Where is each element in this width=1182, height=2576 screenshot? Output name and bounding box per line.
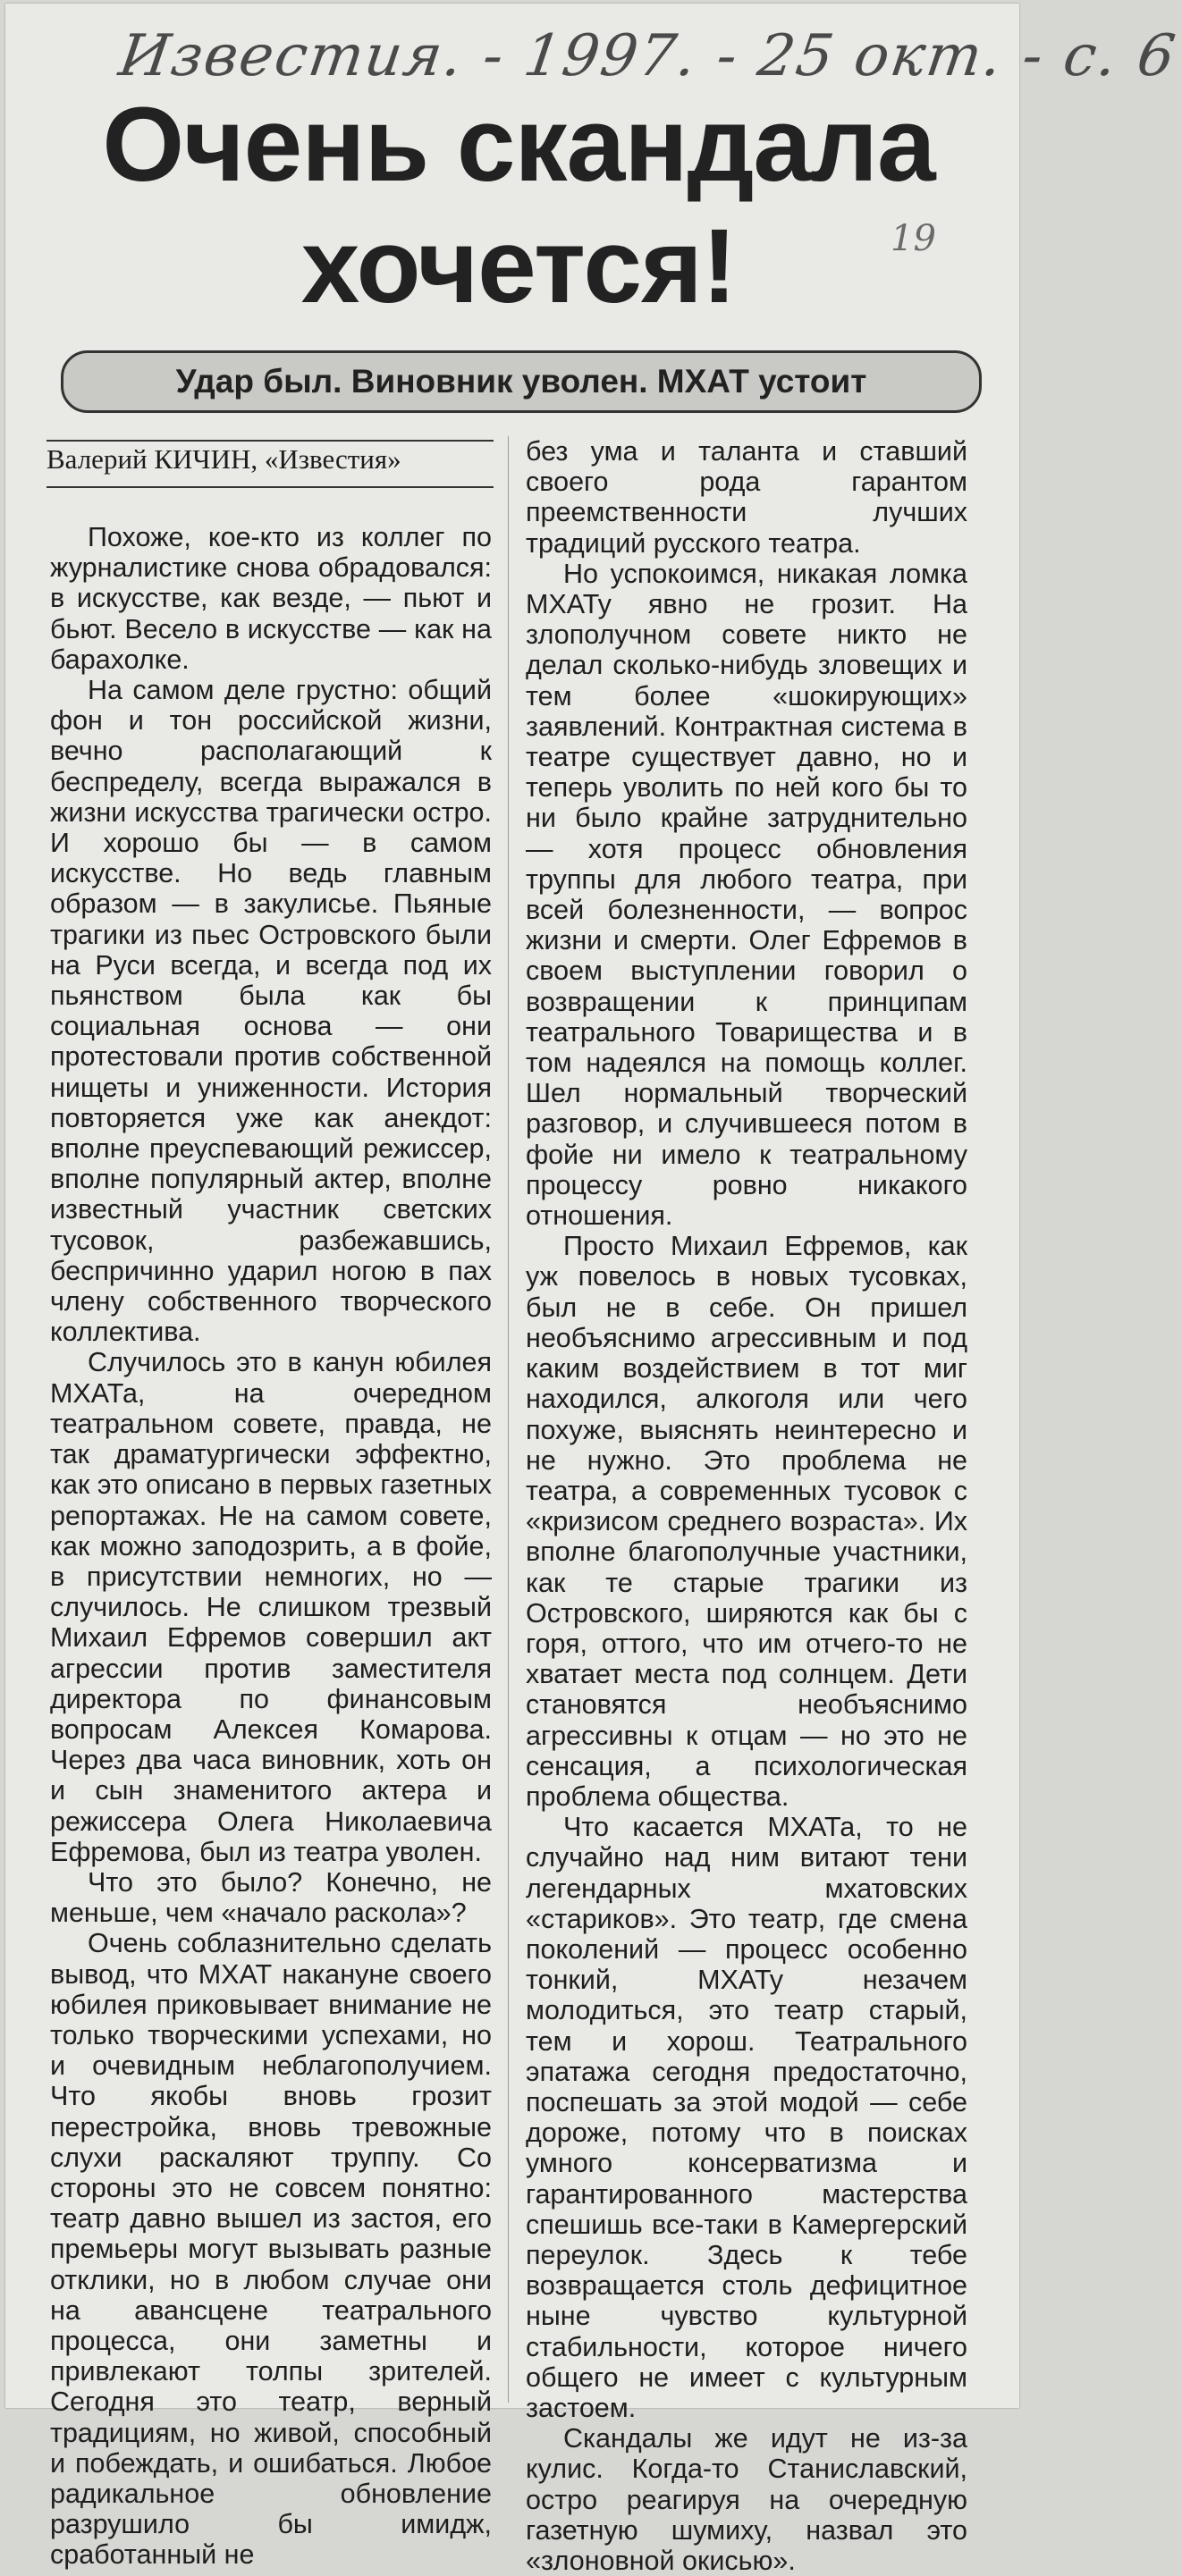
- article-headline: [23, 84, 1014, 327]
- column-divider: [508, 436, 509, 2403]
- newspaper-clipping: [5, 4, 1181, 2576]
- paragraph: Просто Михаил Ефремов, как уж повелось в новых тусовках, был не в себе. Он пришел необъяснимо агрессивным и под каким воздействием в тот миг находился, алкоголя или чего похуже, выяснять неинтересно и не нужно. Это проблема не театра, а современных тусовок с «кризисом среднего возраста». Их вполне благополучные участники, как те старые трагики из Островского, ширяются как бы с горя, оттого, что им отчего-то не хватает места под солнцем. Дети становятся необъяснимо агрессивны к отцам — но это не сенсация, а психологическая проблема общества.: [526, 1231, 967, 1812]
- handwritten-page-number: 19: [891, 218, 936, 259]
- handwritten-source-note: Известия. - 1997. - 25 окт. - с. 6: [114, 23, 1181, 89]
- byline-rule-bottom: [46, 486, 494, 488]
- paragraph: Скандалы же идут не из-за кулис. Когда-то Станиславский, остро реагируя на очередную газетную шумиху, назвал это «злоновной окисью».: [526, 2423, 967, 2576]
- paragraph: На самом деле грустно: общий фон и тон российской жизни, вечно располагающий к беспределу, всегда выражался в жизни искусства трагически остро. И хорошо бы — в самом искусстве. Но ведь главным образом — в закулисье. Пьяные трагики из пьес Островского были на Руси всегда, и всегда под их пьянством была как бы социальная основа — они протестовали против собственной нищеты и униженности. История повторяется уже как анекдот: вполне преуспевающий режиссер, вполне популярный актер, вполне известный участник светских тусовок, разбежавшись, беспричинно ударил ногою в пах члену собственного творческого коллектива.: [50, 675, 492, 1348]
- headline-line-1: Очень скандала: [102, 86, 935, 204]
- paragraph: Очень соблазнительно сделать вывод, что МХАТ накануне своего юбилея приковывает внимание не только творческими успехами, но и очевидным неблагополучием. Что якобы вновь грозит перестройка, вновь тревожные слухи раскаляют труппу. Со стороны это не совсем понятно: театр давно вышел из застоя, его премьеры могут вызывать разные отклики, но в любом случае они на авансцене театрального процесса, они заметны и привлекают толпы зрителей. Сегодня это театр, верный традициям, но живой, способный и побеждать, и ошибаться. Любое радикальное обновление разрушило бы имидж, сработанный не: [50, 1928, 492, 2571]
- paragraph: без ума и таланта и ставший своего рода гарантом преемственности лучших традиций русского театра.: [526, 436, 967, 559]
- paragraph: Похоже, кое-кто из коллег по журналистике снова обрадовался: в искусстве, как везде, — пьют и бьют. Весело в искусстве — как на барахолке.: [50, 522, 492, 675]
- paragraph: Что касается МХАТа, то не случайно над ним витают тени легендарных мхатовских «стариков». Это театр, где смена поколений — процесс особенно тонкий, МХАТу незачем молодиться, это театр старый, тем и хорош. Театрального эпатажа сегодня предостаточно, поспешать за этой модой — себе дороже, потому что в поисках умного консерватизма и гарантированного мастерства спешишь все-таки в Камергерский переулок. Здесь к тебе возвращается столь дефицитное ныне чувство культурной стабильности, которое ничего общего не имеет с культурным застоем.: [526, 1812, 967, 2423]
- article-subheadline: Удар был. Виновник уволен. МХАТ устоит: [61, 350, 982, 413]
- paragraph: Что это было? Конечно, не меньше, чем «начало раскола»?: [50, 1866, 492, 1929]
- paragraph: Но успокоимся, никакая ломка МХАТу явно не грозит. На злополучном совете никто не делал сколько-нибудь зловещих и тем более «шокирующих» заявлений. Контрактная система в театре существует давно, но и теперь уволить по ней кого бы то ни было крайне затруднительно — хотя процесс обновления труппы для любого театра, при всей болезненности, — вопрос жизни и смерти. Олег Ефремов в своем выступлении говорил о возвращении к принципам театрального Товарищества и в том надеялся на помощь коллег. Шел нормальный творческий разговор, и случившееся потом в фойе ни имело к театральному процессу ровно никакого отношения.: [526, 558, 967, 1232]
- article-column-2: [526, 436, 967, 2576]
- paragraph: Случилось это в канун юбилея МХАТа, на очередном театральном совете, правда, не так драматургически эффектно, как это описано в первых газетных репортажах. Не на самом совете, как можно заподозрить, а в фойе, в присутствии немногих, но — случилось. Не слишком трезвый Михаил Ефремов совершил акт агрессии против заместителя директора по финансовым вопросам Алексея Комарова. Через два часа виновник, хоть он и сын знаменитого актера и режиссера Олега Николаевича Ефремова, был из театра уволен.: [50, 1347, 492, 1867]
- headline-line-2: хочется!: [300, 207, 737, 325]
- article-byline: Валерий КИЧИН, «Известия»: [46, 443, 401, 475]
- article-column-1: [50, 522, 492, 2571]
